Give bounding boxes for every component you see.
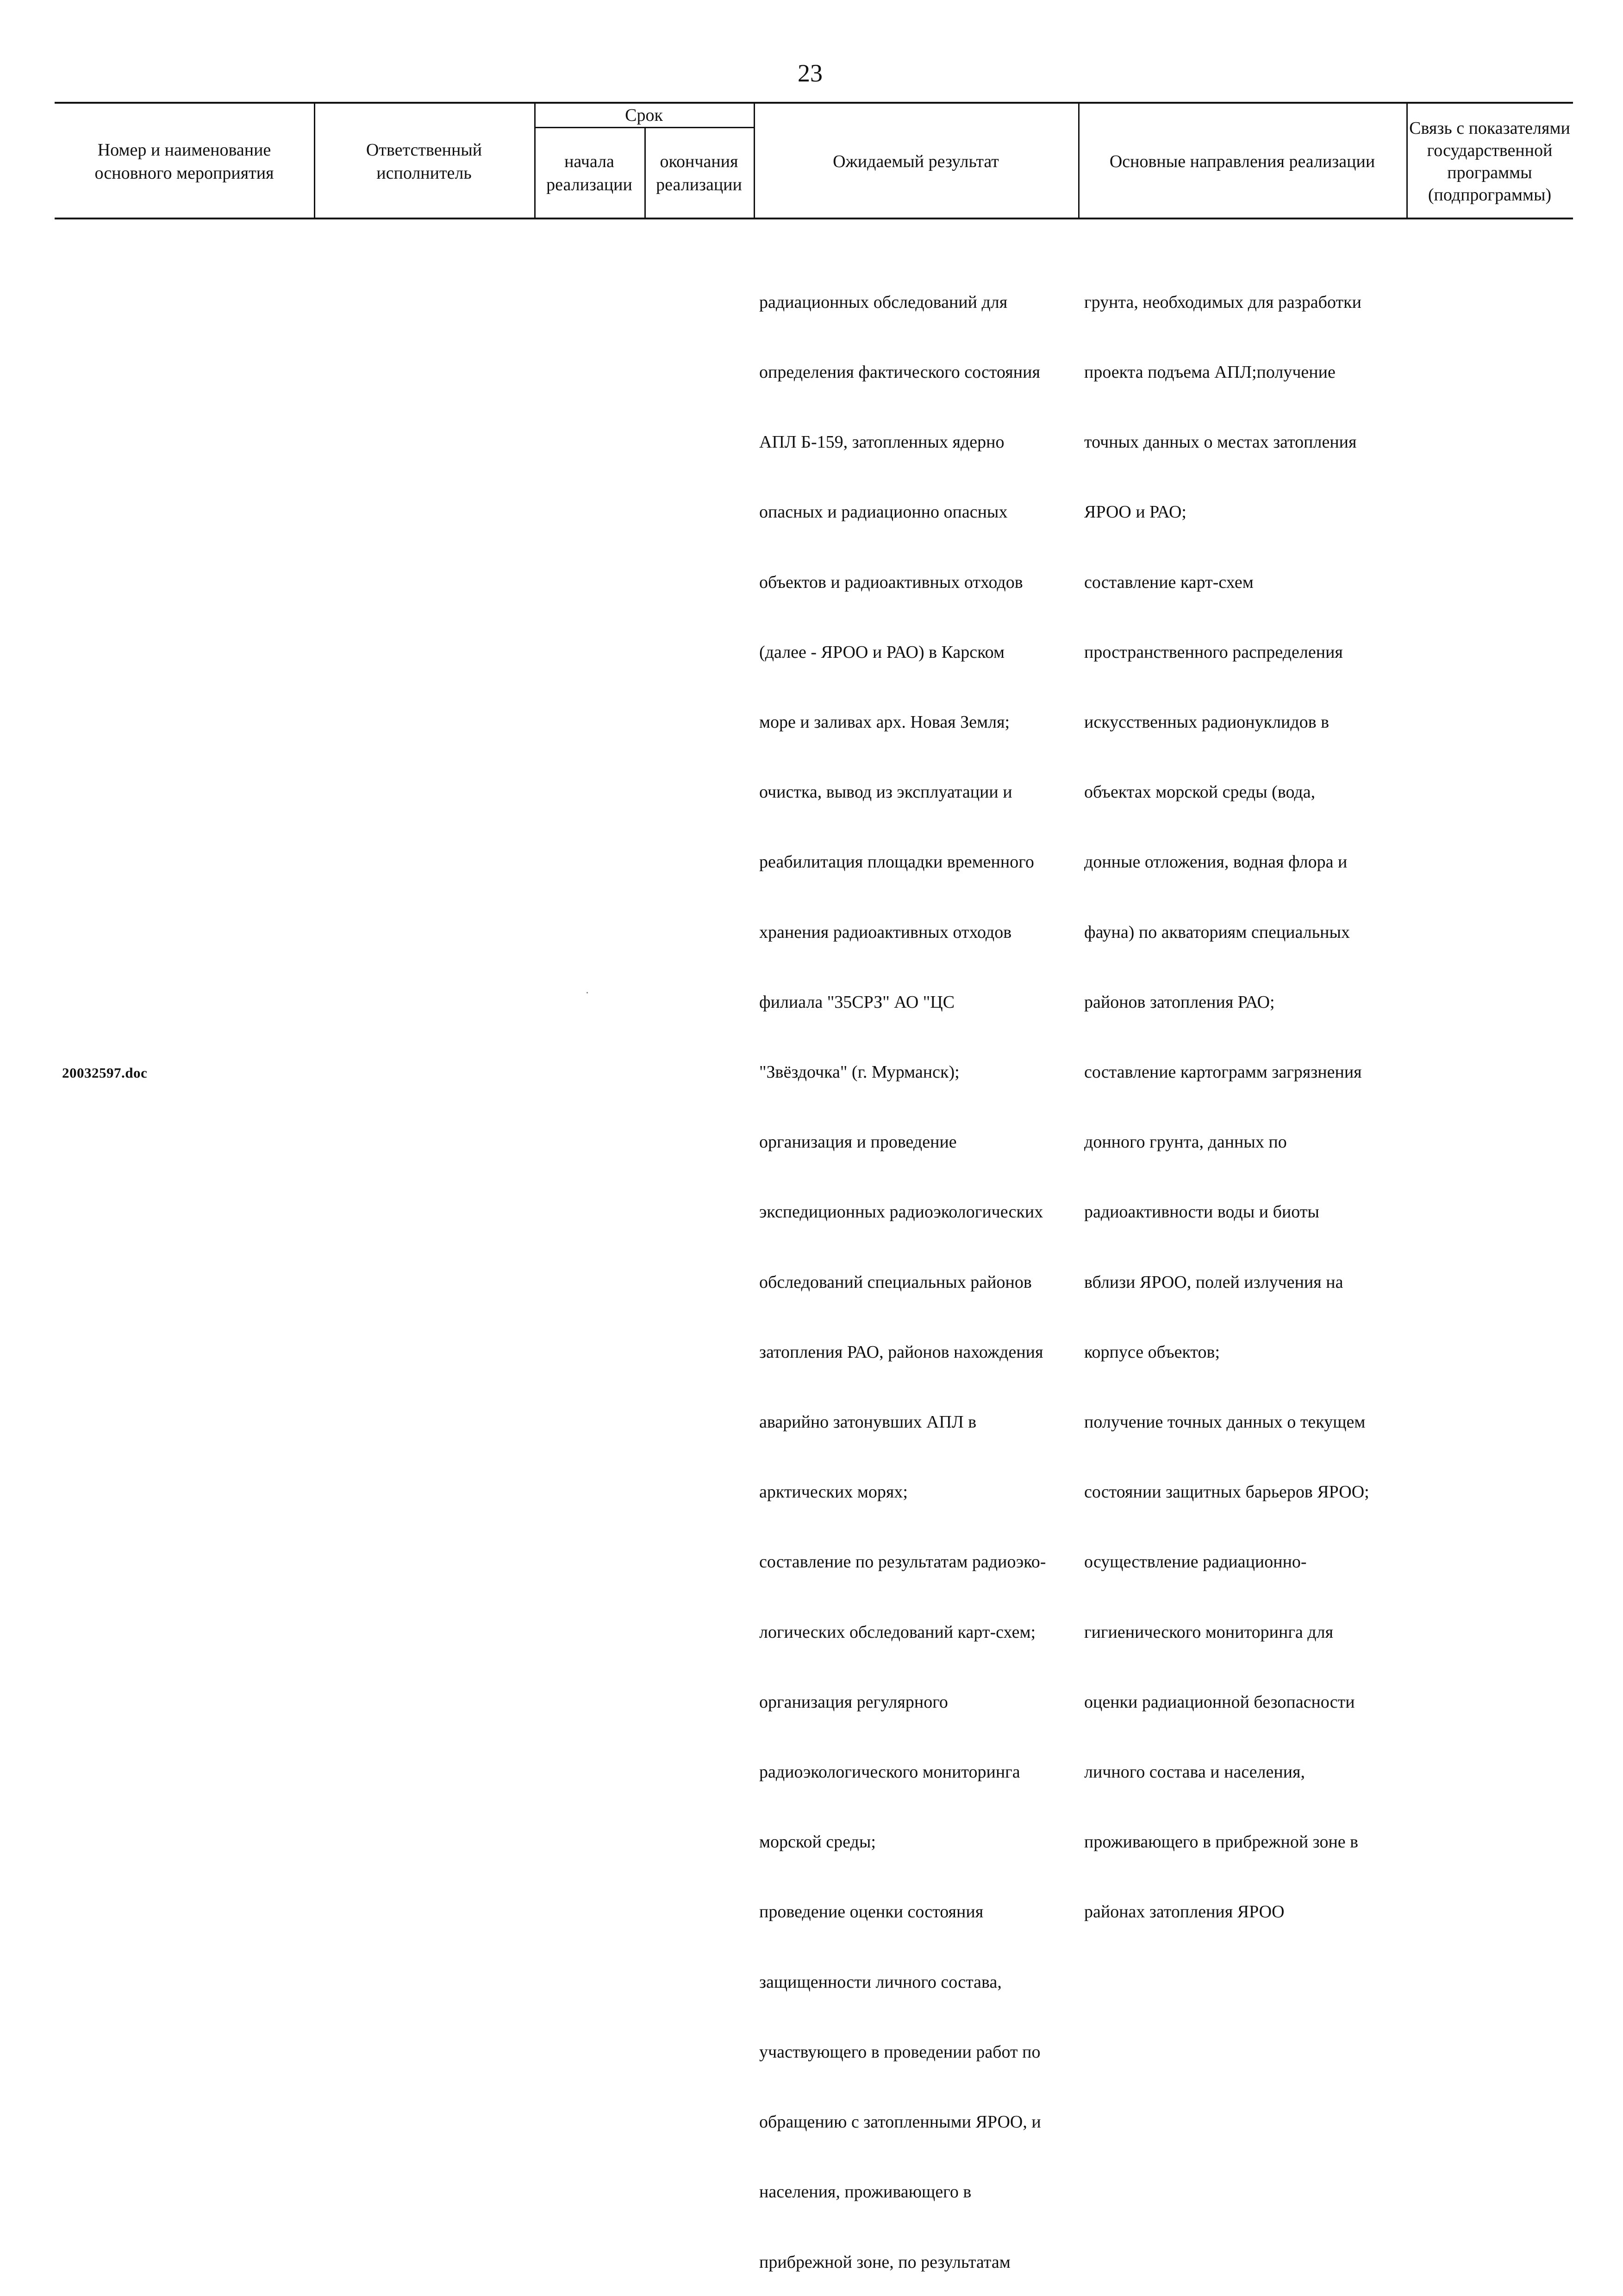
header-event: Номер и наименование основного мероприятия	[94, 140, 274, 183]
result-line: (далее - ЯРОО и РАО) в Карском	[759, 642, 1005, 662]
direction-line: проекта подъема АПЛ;получение	[1084, 362, 1336, 382]
result-line: морской среды;	[759, 1832, 876, 1852]
result-line: опасных и радиационно опасных	[759, 502, 1008, 522]
result-line: организация регулярного	[759, 1692, 948, 1712]
direction-line: фауна) по акваториям специальных	[1084, 922, 1350, 942]
direction-line: донные отложения, водная флора и	[1084, 852, 1348, 872]
result-line: филиала "35СРЗ" АО "ЦС	[759, 992, 955, 1012]
result-line: объектов и радиоактивных отходов	[759, 572, 1023, 592]
direction-line: оценки радиационной безопасности	[1084, 1692, 1355, 1712]
result-line: прибрежной зоне, по результатам	[759, 2252, 1011, 2272]
direction-line: личного состава и населения,	[1084, 1762, 1305, 1782]
directions-text	[1084, 244, 1369, 1947]
result-line: аварийно затонувших АПЛ в	[759, 1412, 977, 1432]
result-line: море и заливах арх. Новая Земля;	[759, 712, 1010, 732]
header-executor: Ответственный исполнитель	[366, 140, 482, 183]
result-line: организация и проведение	[759, 1132, 957, 1152]
result-line: участвующего в проведении работ по	[759, 2042, 1041, 2062]
direction-line: донного грунта, данных по	[1084, 1132, 1287, 1152]
direction-line: пространственного распределения	[1084, 642, 1343, 662]
direction-line: точных данных о местах затопления	[1084, 432, 1357, 452]
result-line: "Звёздочка" (г. Мурманск);	[759, 1062, 960, 1082]
header-term: Срок	[625, 106, 663, 125]
scan-artifact	[587, 992, 588, 993]
header-start: начала реализации	[546, 152, 632, 194]
result-line: составление по результатам радиоэко-	[759, 1552, 1046, 1572]
direction-line: грунта, необходимых для разработки	[1084, 292, 1361, 312]
result-line: затопления РАО, районов нахождения	[759, 1342, 1043, 1362]
result-line: очистка, вывод из эксплуатации и	[759, 782, 1012, 802]
result-line: обращению с затопленными ЯРОО, и	[759, 2112, 1041, 2132]
header-end: окончания реализации	[656, 152, 742, 194]
direction-line: искусственных радионуклидов в	[1084, 712, 1330, 732]
direction-line: радиоактивности воды и биоты	[1084, 1202, 1319, 1222]
result-line: проведение оценки состояния	[759, 1902, 984, 1922]
direction-line: осуществление радиационно-	[1084, 1552, 1307, 1572]
result-line: АПЛ Б-159, затопленных ядерно	[759, 432, 1005, 452]
direction-line: проживающего в прибрежной зоне в	[1084, 1832, 1359, 1852]
direction-line: получение точных данных о текущем	[1084, 1412, 1366, 1432]
result-line: арктических морях;	[759, 1482, 908, 1502]
result-line: радиоэкологического мониторинга	[759, 1762, 1020, 1782]
direction-line: гигиенического мониторинга для	[1084, 1622, 1334, 1642]
result-line: хранения радиоактивных отходов	[759, 922, 1012, 942]
direction-line: корпусе объектов;	[1084, 1342, 1220, 1362]
direction-line: районах затопления ЯРОО	[1084, 1902, 1285, 1922]
expected-result-text	[759, 244, 1046, 2296]
direction-line: районов затопления РАО;	[1084, 992, 1275, 1012]
header-link: Связь с показателями государственной программы (подпрограммы)	[1409, 119, 1570, 205]
result-line: радиационных обследований для	[759, 292, 1008, 312]
direction-line: объектах морской среды (вода,	[1084, 782, 1316, 802]
result-line: населения, проживающего в	[759, 2182, 972, 2202]
direction-line: вблизи ЯРОО, полей излучения на	[1084, 1272, 1343, 1292]
direction-line: состоянии защитных барьеров ЯРОО;	[1084, 1482, 1369, 1502]
result-line: обследований специальных районов	[759, 1272, 1032, 1292]
result-line: защищенности личного состава,	[759, 1972, 1002, 1992]
direction-line: ЯРОО и РАО;	[1084, 502, 1186, 522]
result-line: экспедиционных радиоэкологических	[759, 1202, 1043, 1222]
result-line: определения фактического состояния	[759, 362, 1040, 382]
document-file-id: 20032597.doc	[62, 1065, 148, 1081]
header-directions: Основные направления реализации	[1109, 152, 1375, 171]
direction-line: составление карт-схем	[1084, 572, 1254, 592]
table-header	[55, 102, 1573, 219]
result-line: логических обследований карт-схем;	[759, 1622, 1036, 1642]
result-line: реабилитация площадки временного	[759, 852, 1034, 872]
header-result: Ожидаемый результат	[833, 152, 999, 171]
direction-line: составление картограмм загрязнения	[1084, 1062, 1362, 1082]
page-number: 23	[798, 59, 823, 87]
